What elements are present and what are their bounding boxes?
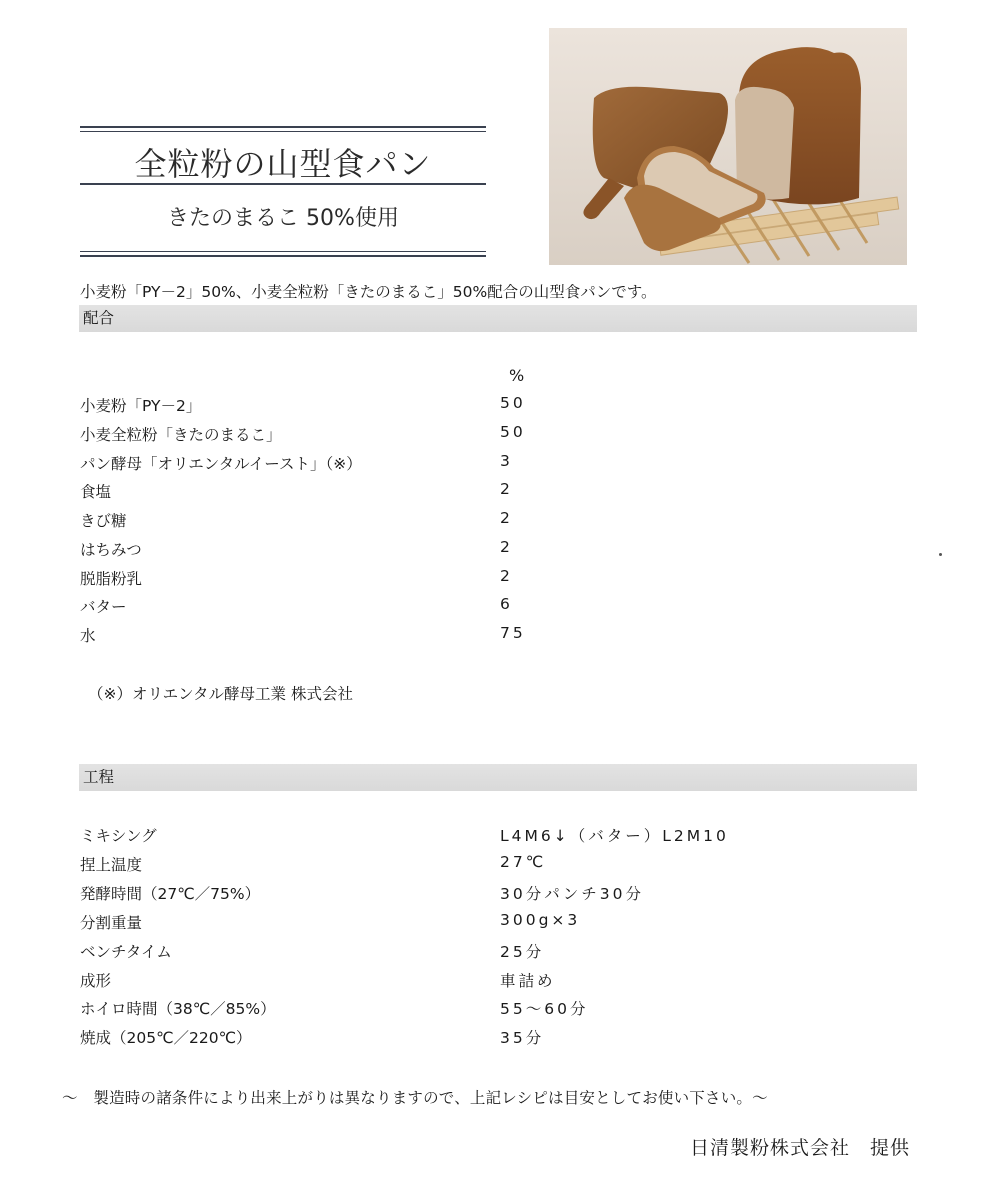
process-step-label: ベンチタイム [80,943,172,961]
title-rule-top [80,126,486,128]
process-step-value: 35分 [500,1029,545,1047]
process-step-label: 分割重量 [80,914,143,932]
intro-text: 小麦粉「PY－2」50%、小麦全粒粉「きたのまるこ」50%配合の山型食パンです。 [80,283,657,301]
formula-item-label: 水 [80,627,96,645]
formula-item-label: 小麦全粒粉「きたのまるこ」 [80,426,282,444]
page-subtitle: きたのまるこ 50%使用 [167,206,399,231]
process-step-label: 捏上温度 [80,856,143,874]
formula-item-label: 小麦粉「PY－2」 [80,397,202,415]
formula-item-label: パン酵母「オリエンタルイースト」（※） [80,455,362,473]
process-step-value: L4M6↓（バター）L2M10 [500,827,729,845]
title-block [80,126,486,261]
process-step-label: ホイロ時間（38℃／85%） [80,1000,276,1018]
formula-unit: % [509,366,525,385]
formula-item-value: 50 [500,423,526,441]
process-heading: 工程 [79,764,917,791]
formula-item-value: 3 [500,452,513,470]
yeast-footnote: （※）オリエンタル酵母工業 株式会社 [88,685,353,703]
formula-item-label: きび糖 [80,512,127,530]
title-rule-middle [80,183,486,185]
process-step-label: 焼成（205℃／220℃） [80,1029,252,1047]
title-rule-top-thin [80,131,486,132]
process-step-value: 27℃ [500,853,547,871]
title-rule-bottom-thin [80,251,486,252]
process-step-value: 55～60分 [500,1000,589,1018]
title-rule-bottom [80,255,486,257]
provider-credit: 日清製粉株式会社 提供 [690,1137,911,1159]
process-step-label: 発酵時間（27℃／75%） [80,885,261,903]
bread-loaf-photo [549,28,907,265]
formula-item-value: 2 [500,567,513,585]
scan-speck [939,553,942,556]
formula-item-value: 75 [500,624,526,642]
formula-item-label: はちみつ [80,541,142,559]
disclaimer-note: ～ 製造時の諸条件により出来上がりは異なりますので、上記レシピは目安としてお使い下さい。～ [62,1089,768,1107]
process-step-value: 30分パンチ30分 [500,885,644,903]
page-title: 全粒粉の山型食パン [134,145,432,183]
formula-item-value: 2 [500,538,513,556]
formula-item-value: 50 [500,394,526,412]
process-step-value: 300g×3 [500,911,581,929]
process-step-value: 車詰め [500,972,556,990]
formula-item-label: 脱脂粉乳 [80,570,143,588]
formula-item-label: バター [80,598,127,616]
formula-item-label: 食塩 [80,483,112,501]
formula-item-value: 2 [500,509,513,527]
formula-heading: 配合 [79,305,917,332]
process-step-value: 25分 [500,943,545,961]
formula-item-value: 2 [500,480,513,498]
process-step-label: ミキシング [80,827,157,845]
formula-item-value: 6 [500,595,513,613]
process-step-label: 成形 [80,972,112,990]
